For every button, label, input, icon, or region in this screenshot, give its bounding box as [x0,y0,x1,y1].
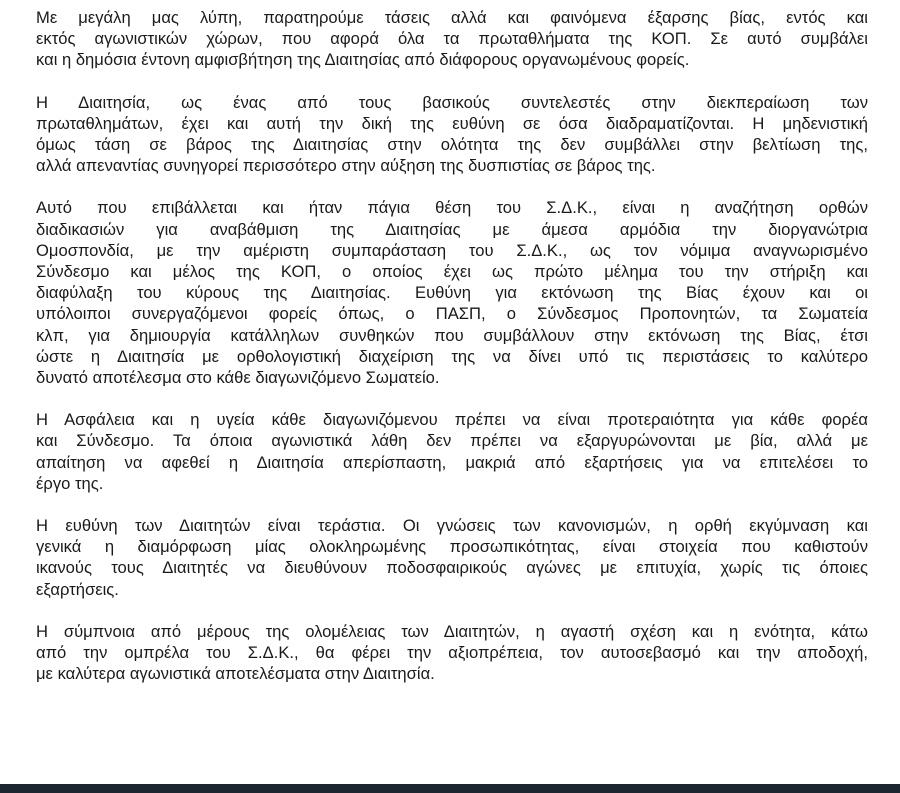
paragraph-sdk-position [36,197,868,388]
text-line: Αυτό που επιβάλλεται και ήταν πάγια θέση του Σ.Δ.Κ., είναι η αναζήτηση ορθών [36,198,868,218]
text-line: Η ευθύνη των Διαιτητών είναι τεράστια. Οι γνώσεις των κανονισμών, η ορθή εκγύμναση και [36,516,868,536]
document-body [36,7,868,705]
text-line: διαφύλαξη του κύρους της Διαιτησίας. Ευθύνη για εκτόνωση της Βίας έχουν και οι [36,283,868,303]
text-line: Σύνδεσμο και μέλος της ΚΟΠ, ο οποίος έχει ως πρώτο μέλημα του την στήριξη και [36,262,868,282]
paragraph-referee-duty [36,515,868,600]
text-line: με καλύτερα αγωνιστικά αποτελέσματα στην Διαιτησία. [36,664,435,684]
text-line: αλλά απεναντίας συνηγορεί περισσότερο στην αύξηση της δυσπιστίας σε βάρος της. [36,156,656,176]
text-line: Ομοσπονδία, με την αμέριστη συμπαράσταση του Σ.Δ.Κ., ως τον νόμιμα αναγνωρισμένο [36,240,868,260]
text-line: απαίτηση να αφεθεί η Διαιτησία απερίσπαστη, μακριά από εξαρτήσεις για να επιτελέσει το [36,452,868,472]
text-line: ώστε η Διαιτησία με ορθολογιστική διαχείριση της να δίνει υπό τις περιστάσεις το καλύτερο [36,346,868,366]
text-line: Η σύμπνοια από μέρους της ολομέλειας των Διαιτητών, η αγαστή σχέση και η ενότητα, κάτω [36,621,868,641]
paragraph-unity-closing [36,621,868,685]
text-line: και η δημόσια έντονη αμφισβήτηση της Διαιτησίας από διάφορους οργανωμένους φορείς. [36,50,690,70]
paragraph-refereeing-responsibility [36,92,868,177]
text-line: δυνατό αποτέλεσμα στο κάθε διαγωνιζόμενο Σωματείο. [36,368,440,388]
text-line: γενικά η διαμόρφωση μίας ολοκληρωμένης προσωπικότητας, είναι στοιχεία που καθιστούν [36,537,868,557]
text-line: κλπ, για δημιουργία κατάλληλων συνθηκών που συμβάλλουν στην εκτόνωση της Βίας, έτσι [36,325,868,345]
text-line: Με μεγάλη μας λύπη, παρατηρούμε τάσεις αλλά και φαινόμενα έξαρσης βίας, εντός και [36,8,868,27]
text-line: υπόλοιποι συνεργαζόμενοι φορείς όπως, ο ΠΑΣΠ, ο Σύνδεσμος Προπονητών, τα Σωματεία [36,304,868,324]
bottom-edge-bar [0,784,900,793]
text-line: από την ομπρέλα του Σ.Δ.Κ., θα φέρει την αξιοπρέπεια, τον αυτοσεβασμό και την αποδοχή, [36,643,868,663]
text-line: διαδικασιών για αναβάθμιση της Διαιτησίας με άμεσα αρμόδια την διοργανώτρια [36,219,868,239]
text-line: ικανούς τους Διαιτητές να διευθύνουν ποδοσφαιρικούς αγώνες με επιτυχία, χωρίς τις όποιες [36,558,868,578]
text-line: όμως τάση σε βάρος της Διαιτησίας στην ολότητα της δεν συμβάλλει στην βελτίωση της, [36,135,868,155]
text-line: έργο της. [36,473,104,493]
text-line: πρωταθλημάτων, έχει και αυτή την δική της ευθύνη σε όσα διαδραματίζονται. Η μηδενιστική [36,113,868,133]
text-line: Η Ασφάλεια και η υγεία κάθε διαγωνιζόμενου πρέπει να είναι προτεραιότητα για κάθε φορέα [36,410,868,430]
text-line: και Σύνδεσμο. Τα όποια αγωνιστικά λάθη δεν πρέπει να εξαργυρώνονται με βία, αλλά με [36,431,868,451]
paragraph-safety-priority [36,409,868,494]
paragraph-violence-concern [36,7,868,71]
text-line: Η Διαιτησία, ως ένας από τους βασικούς συντελεστές στην διεκπεραίωση των [36,92,868,112]
text-line: εκτός αγωνιστικών χώρων, που αφορά όλα τα πρωταθλήματα της ΚΟΠ. Σε αυτό συμβάλει [36,29,868,49]
text-line: εξαρτήσεις. [36,579,119,599]
